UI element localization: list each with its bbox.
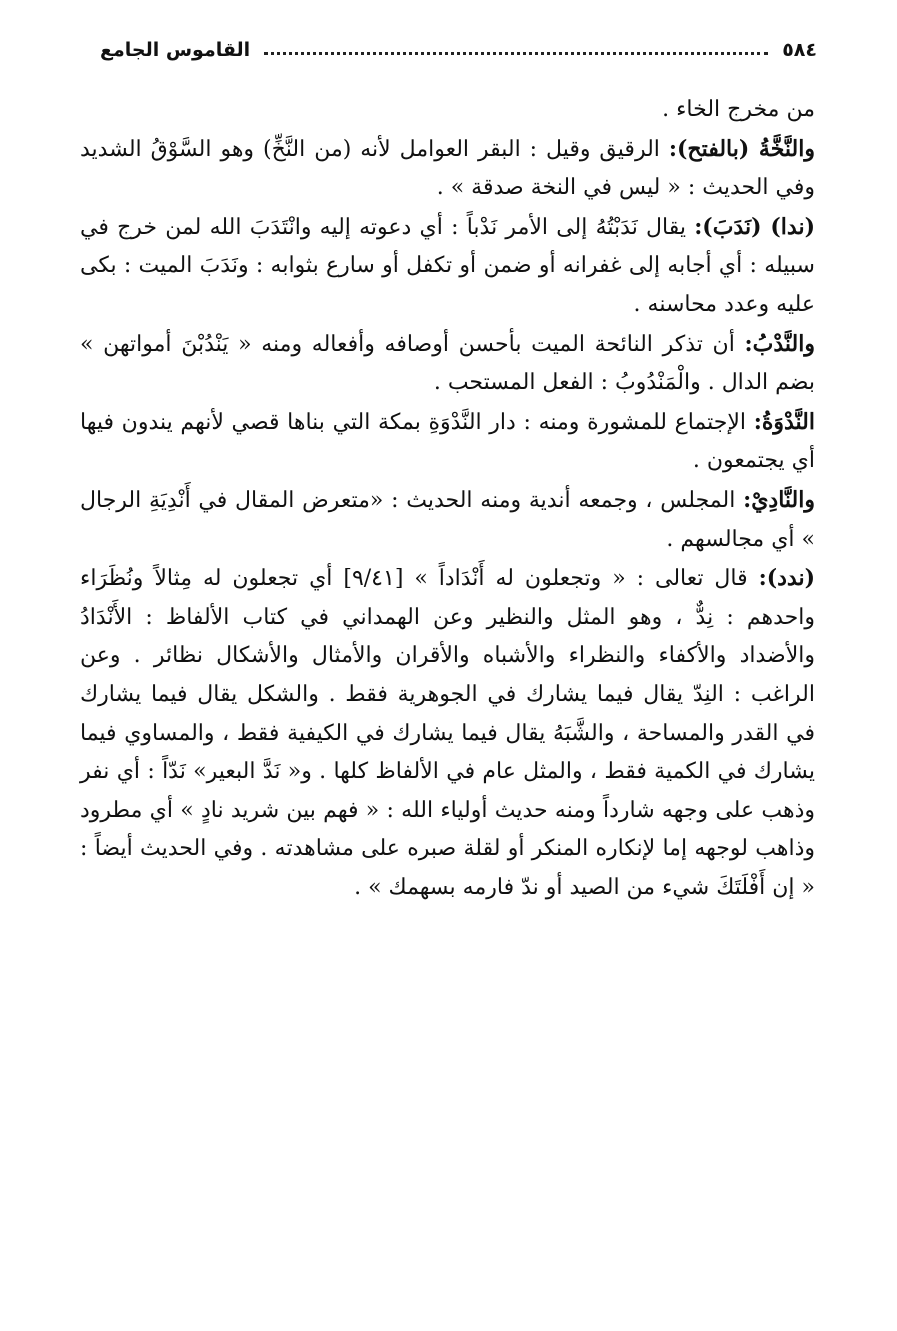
book-title: القاموس الجامع xyxy=(100,39,251,61)
entry-body: من مخرج الخاء . xyxy=(662,97,815,122)
entry-body: قال تعالى : « وتجعلون له أَنْدَاداً » [٩/٤١] أي تجعلون له مِثالاً ونُظَرَاء واحدهم : نِدٌّ ، وهو المثل والنظير وعن الهمداني في كتاب الألفاظ : الأَنْدَادُ والأضداد والأكفاء والنظراء والأشباه والأقران والأمثال والأشكال نظائر . وعن الراغب : النِدّ يقال فيما يشارك في الجوهرية فقط . والشكل يقال فيما يشارك في القدر والمساحة ، والشَّبَهُ يقال فيما يشارك في الكيفية فقط ، والمساوي فيما يشارك في الكمية فقط ، والمثل عام في الألفاظ كلها . و« نَدَّ البعير» نَدّاً : أي نفر وذهب على وجهه شارداً ومنه حديث أولياء الله : « فهم بين شريد نادٍ » أي مطرود وذاهب لوجهه إما لإنكاره المنكر أو لقلة صبره على مشاهدته . وفي الحديث أيضاً : « إن أَفْلَتَكَ شيء من الصيد أو ندّ فارمه بسهمك » . xyxy=(80,566,815,900)
entry-body: الإجتماع للمشورة ومنه : دار النَّدْوَةِ بمكة التي بناها قصي لأنهم يندون فيها أي يجتمعون . xyxy=(80,409,815,474)
entry-headword: (ندا) (نَدَبَ): xyxy=(694,213,815,240)
entry-headword: والنَّادِيْ: xyxy=(743,486,815,513)
page-number: ٥٨٤ xyxy=(782,39,817,61)
dictionary-text xyxy=(80,90,815,907)
entry-paragraph xyxy=(80,90,815,130)
entry-body: الرقيق وقيل : البقر العوامل لأنه (من النَّخِّ) وهو السَّوْقُ الشديد وفي الحديث : « ليس في النخة صدقة » . xyxy=(80,136,815,201)
entry-paragraph xyxy=(80,559,815,907)
header-dot-leader xyxy=(264,52,768,55)
entry-paragraph xyxy=(80,403,815,481)
entry-body: المجلس ، وجمعه أندية ومنه الحديث : «متعرض المقال في أَنْدِيَةِ الرجال » أي مجالسهم . xyxy=(80,487,815,552)
entry-body: يقال نَدَبْتُهُ إلى الأمر نَدْباً : أي دعوته إليه وانْتَدَبَ الله لمن خرج في سبيله : أي أجابه إلى غفرانه أو ضمن أو تكفل أو سارع بثوابه : ونَدَبَ الميت : بكى عليه وعدد محاسنه . xyxy=(80,214,815,317)
entry-paragraph xyxy=(80,481,815,559)
entry-headword: والنَّخَّةُ (بالفتح): xyxy=(668,135,815,162)
page-header xyxy=(100,30,817,70)
entry-paragraph xyxy=(80,208,815,325)
entry-body: أن تذكر النائحة الميت بأحسن أوصافه وأفعاله ومنه « يَنْدُبْنَ أمواتهن » بضم الدال . والْمَنْدُوبُ : الفعل المستحب . xyxy=(80,331,815,396)
entry-paragraph xyxy=(80,325,815,403)
entry-headword: النَّدْوَةُ: xyxy=(753,408,815,435)
entry-paragraph xyxy=(80,130,815,208)
entry-headword: والنَّدْبُ: xyxy=(744,330,815,357)
entry-headword: (ندد): xyxy=(758,565,815,592)
